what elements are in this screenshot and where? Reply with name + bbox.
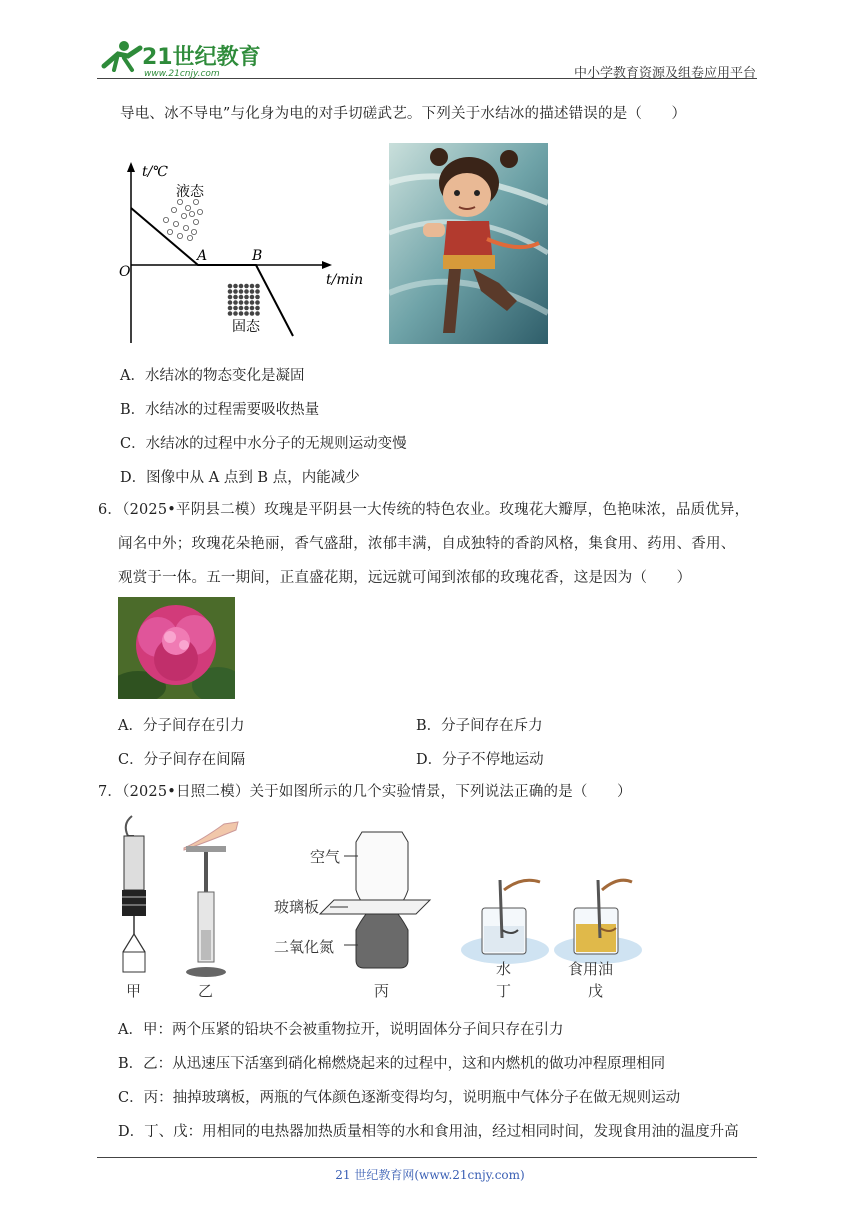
origin-label: O bbox=[119, 264, 131, 280]
solid-molecule bbox=[250, 300, 255, 305]
rose-photo bbox=[118, 597, 235, 699]
solid-molecule bbox=[255, 306, 260, 311]
q5-option-a[interactable]: A．水结冰的物态变化是凝固 bbox=[120, 368, 305, 384]
cooling-graph bbox=[116, 148, 376, 348]
nezha-illustration bbox=[389, 143, 548, 344]
solid-molecule bbox=[244, 289, 249, 294]
liquid-molecule bbox=[185, 205, 190, 210]
liquid-molecule bbox=[177, 199, 182, 204]
logo-url: www.21cnjy.com bbox=[144, 69, 220, 79]
liquid-molecule bbox=[197, 209, 202, 214]
q6-option-c[interactable]: C．分子间存在间隔 bbox=[118, 752, 246, 768]
lead-block-apparatus bbox=[122, 816, 146, 972]
label-wu: 戊 bbox=[588, 982, 604, 1000]
q5-option-c[interactable]: C．水结冰的过程中水分子的无规则运动变慢 bbox=[120, 436, 407, 452]
q5-option-d[interactable]: D．图像中从 A 点到 B 点，内能减少 bbox=[120, 470, 360, 486]
label-yi: 乙 bbox=[198, 982, 214, 1000]
q7-option-a[interactable]: A．甲：两个压紧的铅块不会被重物拉开，说明固体分子间只存在引力 bbox=[118, 1022, 564, 1038]
solid-molecule bbox=[228, 295, 233, 300]
liquid-molecule bbox=[173, 221, 178, 226]
solid-molecule bbox=[250, 306, 255, 311]
label-ding: 丁 bbox=[496, 982, 512, 1000]
liquid-label: 液态 bbox=[176, 184, 204, 200]
solid-molecule bbox=[239, 295, 244, 300]
q5-stem: 导电、冰不导电”与化身为电的对手切磋武艺。下列关于水结冰的描述错误的是（ ） bbox=[120, 106, 687, 122]
solid-molecule bbox=[228, 289, 233, 294]
label-jia: 甲 bbox=[126, 982, 142, 1000]
label-oil: 食用油 bbox=[568, 960, 614, 978]
liquid-molecules bbox=[163, 199, 202, 240]
solid-molecule bbox=[250, 289, 255, 294]
q6-option-b[interactable]: B．分子间存在斥力 bbox=[416, 718, 543, 734]
liquid-molecule bbox=[181, 213, 186, 218]
q6-stem-line-2: 闻名中外；玫瑰花朵艳丽，香气盛甜，浓郁丰满，自成独特的香韵风格，集食用、药用、香用、 bbox=[118, 536, 736, 552]
solid-molecule bbox=[233, 284, 238, 289]
solid-molecule bbox=[244, 311, 249, 316]
point-b-label: B bbox=[252, 248, 263, 264]
liquid-molecule bbox=[171, 207, 176, 212]
solid-molecule bbox=[255, 289, 260, 294]
solid-molecule bbox=[228, 284, 233, 289]
label-no2: 二氧化氮 bbox=[274, 938, 335, 956]
liquid-molecule bbox=[193, 219, 198, 224]
label-bing: 丙 bbox=[374, 982, 390, 1000]
label-air: 空气 bbox=[310, 848, 341, 866]
liquid-molecule bbox=[177, 233, 182, 238]
solid-molecule bbox=[244, 284, 249, 289]
solid-molecule bbox=[250, 295, 255, 300]
solid-molecule bbox=[255, 311, 260, 316]
solid-molecule bbox=[255, 300, 260, 305]
solid-molecule bbox=[228, 300, 233, 305]
solid-molecule bbox=[228, 306, 233, 311]
solid-molecule bbox=[255, 295, 260, 300]
y-axis-label: t/℃ bbox=[142, 164, 169, 180]
liquid-molecule bbox=[187, 235, 192, 240]
q6-option-a[interactable]: A．分子间存在引力 bbox=[118, 718, 245, 734]
label-glass-plate: 玻璃板 bbox=[274, 898, 320, 916]
solid-molecule bbox=[239, 311, 244, 316]
solid-molecule bbox=[233, 306, 238, 311]
solid-molecule bbox=[233, 289, 238, 294]
piston-apparatus bbox=[184, 822, 238, 977]
q6-stem-line-3: 观赏于一体。五一期间，正直盛花期，远远就可闻到浓郁的玫瑰花香，这是因为（ ） bbox=[118, 570, 692, 586]
solid-molecule bbox=[233, 300, 238, 305]
water-beaker bbox=[461, 880, 549, 964]
solid-molecule bbox=[239, 284, 244, 289]
solid-molecule bbox=[244, 300, 249, 305]
solid-label: 固态 bbox=[232, 319, 260, 335]
solid-molecule bbox=[244, 295, 249, 300]
solid-molecule bbox=[239, 306, 244, 311]
label-water: 水 bbox=[496, 960, 512, 978]
solid-molecule bbox=[233, 295, 238, 300]
solid-molecule bbox=[228, 311, 233, 316]
q6-option-d[interactable]: D．分子不停地运动 bbox=[416, 752, 544, 768]
q5-option-b[interactable]: B．水结冰的过程需要吸收热量 bbox=[120, 402, 320, 418]
solid-molecule bbox=[233, 311, 238, 316]
header-divider bbox=[97, 78, 757, 79]
solid-molecules bbox=[228, 284, 260, 316]
oil-beaker bbox=[554, 880, 642, 964]
footer-link[interactable]: 21 世纪教育网(www.21cnjy.com) bbox=[335, 1168, 525, 1182]
point-a-label: A bbox=[197, 248, 208, 264]
q7-option-c[interactable]: C．丙：抽掉玻璃板，两瓶的气体颜色逐渐变得均匀，说明瓶中气体分子在做无规则运动 bbox=[118, 1090, 681, 1106]
experiments-figure bbox=[112, 810, 642, 1002]
liquid-molecule bbox=[167, 229, 172, 234]
footer-divider bbox=[97, 1157, 757, 1158]
liquid-molecule bbox=[189, 211, 194, 216]
q7-option-d[interactable]: D．丁、戊：用相同的电热器加热质量相等的水和食用油，经过相同时间，发现食用油的温度升高 bbox=[118, 1124, 739, 1140]
liquid-molecule bbox=[183, 225, 188, 230]
q7-stem: 7．（2025•日照二模）关于如图所示的几个实验情景，下列说法正确的是（ ） bbox=[98, 784, 632, 800]
solid-molecule bbox=[255, 284, 260, 289]
x-axis-label: t/min bbox=[326, 272, 364, 288]
site-logo bbox=[96, 36, 266, 82]
liquid-molecule bbox=[193, 199, 198, 204]
liquid-molecule bbox=[191, 229, 196, 234]
solid-molecule bbox=[250, 284, 255, 289]
q7-option-b[interactable]: B．乙：从迅速压下活塞到硝化棉燃烧起来的过程中，这和内燃机的做功冲程原理相同 bbox=[118, 1056, 666, 1072]
solid-molecule bbox=[239, 300, 244, 305]
platform-title: 中小学教育资源及组卷应用平台 bbox=[573, 66, 756, 81]
solid-molecule bbox=[244, 306, 249, 311]
solid-molecule bbox=[250, 311, 255, 316]
logo-text: 21世纪教育 bbox=[142, 45, 261, 70]
liquid-molecule bbox=[163, 217, 168, 222]
q6-stem-line-1: 6．（2025•平阴县二模）玫瑰是平阴县一大传统的特色农业。玫瑰花大瓣厚，色艳味浓，品质优异， bbox=[98, 502, 750, 518]
solid-molecule bbox=[239, 289, 244, 294]
